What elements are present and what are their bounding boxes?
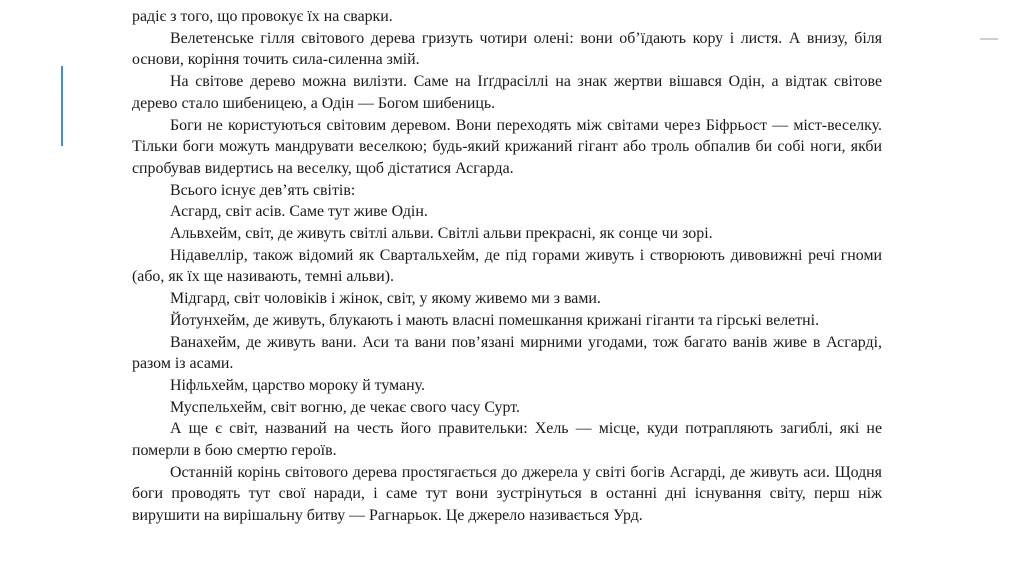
accent-bar	[61, 66, 63, 146]
paragraph: Нідавеллір, також відомий як Свартальхейм, де під горами живуть і створюють дивовижні речі гноми (або, як їх ще називають, темні альви).	[132, 246, 882, 286]
paragraph: Велетенське гілля світового дерева гризуть чотири олені: вони об’їдають кору і листя. А внизу, біля основи, коріння точить сила-силенна змій.	[132, 29, 882, 69]
paragraph: радіє з того, що провокує їх на сварки.	[132, 8, 393, 25]
paragraph: Муспельхейм, світ вогню, де чекає свого часу Сурт.	[170, 398, 520, 416]
paragraph: Мідгард, світ чоловіків і жінок, світ, у якому живемо ми з вами.	[170, 290, 601, 308]
paragraph: Всього існує дев’ять світів:	[170, 181, 356, 199]
paragraph: Йотунхейм, де живуть, блукають і мають власні помешкання крижані гіганти та гірські велетні.	[170, 311, 820, 329]
paragraph: А ще є світ, названий на честь його правительки: Хель — місце, куди потрапляють загиблі, які не померли в бою смертю героїв.	[132, 420, 882, 460]
paragraph: Асгард, світ асів. Саме тут живе Одін.	[170, 203, 428, 221]
paragraph: На світове дерево можна вилізти. Саме на Іґґдрасіллі на знак жертви вішався Одін, а відтак світове дерево стало шибеницею, а Одін — Богом шибениць.	[132, 73, 882, 112]
paragraph: Ніфльхейм, царство мороку й туману.	[170, 376, 425, 394]
corner-mark	[980, 38, 998, 40]
body-text	[132, 6, 882, 527]
paragraph: Останній корінь світового дерева простягається до джерела у світі богів Асгарді, де живуть аси. Щодня боги проводять тут свої наради, і саме тут вони зустрінуться в останні дні існування світу, перш ніж вирушити на вирішальну битву — Рагнарьок. Це джерело називається Урд.	[132, 463, 882, 525]
paragraph: Ванахейм, де живуть вани. Аси та вани пов’язані мирними угодами, тож багато ванів живе в Асгарді, разом із асами.	[132, 333, 882, 373]
paragraph: Боги не користуються світовим деревом. Вони переходять між світами через Біфрьост — міст-веселку. Тільки боги можуть мандрувати веселкою; будь-який крижаний гігант або троль обпалив би собі ноги, якби спробував видертись на веселку, щоб дістатися Асгарда.	[132, 116, 882, 177]
paragraph: Альвхейм, світ, де живуть світлі альви. Світлі альви прекрасні, як сонце чи зорі.	[170, 225, 713, 243]
